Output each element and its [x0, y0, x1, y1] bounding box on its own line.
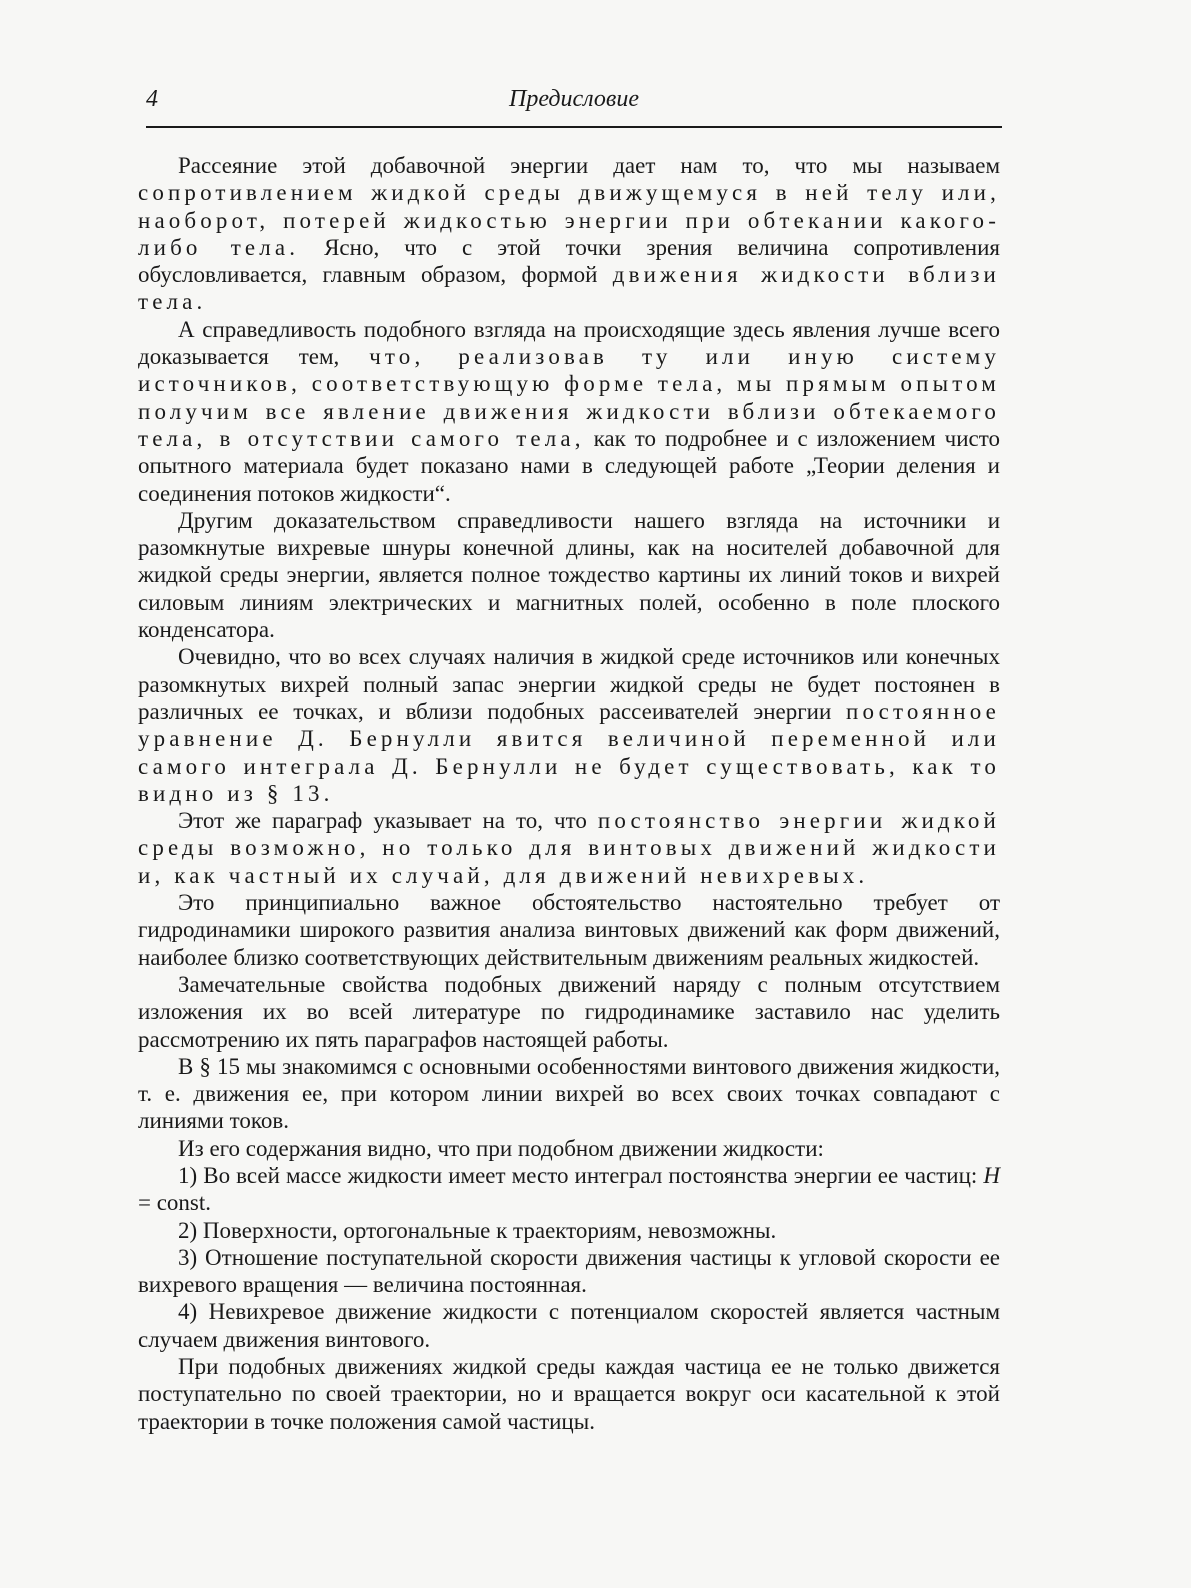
spaced-emphasis-text: что, реализовав ту или иную систему источников, соответствующую форме тела, мы прямым опытом получим все явление движения жидкости вблизи обтекаемого тела, в отсутствии самого тела, — [138, 344, 1000, 451]
paragraph — [138, 1298, 1000, 1353]
paragraph-text: 2) Поверхности, ортогональные к траекториям, невозможны. — [178, 1217, 777, 1243]
paragraph — [138, 152, 1000, 316]
paragraph — [138, 889, 1000, 971]
body-text — [138, 152, 1000, 1435]
spaced-emphasis-text: постоянное уравнение Д. Бернулли явится величиной переменной или самого интеграла Д. Бернулли не будет существовать, как то видно из § 13. — [138, 698, 1000, 806]
paragraph — [138, 507, 1000, 643]
paragraph-text: как то подробнее и с изложением чисто опытного материала будет показано нами в следующей работе „Теории деления и соединения потоков жидкости“. — [138, 425, 1000, 506]
paragraph — [138, 316, 1000, 507]
paragraph-text: Из его содержания видно, что при подобном движении жидкости: — [178, 1135, 824, 1161]
paragraph-text: Замечательные свойства подобных движений наряду с полным отсутствием изложения их во всей литературе по гидродинамике заставило нас уделить рассмотрению их пять параграфов настоящей работы. — [138, 971, 1000, 1052]
italic-symbol: H — [983, 1162, 1000, 1188]
running-head-title: Предисловие — [508, 86, 639, 112]
paragraph — [138, 1244, 1000, 1299]
paragraph-text: = const. — [138, 1190, 212, 1216]
page-number: 4 — [146, 86, 158, 112]
paragraph-text: Рассеяние этой добавочной энергии дает нам то, что мы называем — [178, 153, 1000, 178]
spaced-emphasis-text: постоянство энергии жидкой среды возможно, но только для винтовых движений жидкости и, как частный их случай, для движений невихревых. — [138, 808, 1000, 888]
paragraph — [138, 971, 1000, 1053]
paragraph — [138, 1217, 1000, 1244]
paragraph-text: Другим доказательством справедливости нашего взгляда на источники и разомкнутые вихревые шнуры конечной длины, как на носителей добавочной для жидкой среды энергии, является полное тождество картины их линий токов и вихрей силовым линиям электрических и магнитных полей, особенно в поле плоского конденсатора. — [138, 507, 1000, 643]
spaced-emphasis-text: сопротивлением жидкой среды движущемуся в ней телу или, наоборот, потерей жидкостью энергии при обтекании какого-либо тела. — [138, 180, 1000, 260]
paragraph — [138, 643, 1000, 807]
paragraph — [138, 1053, 1000, 1135]
header-rule — [146, 126, 1002, 128]
paragraph-text: Очевидно, что во всех случаях наличия в жидкой среде источников или конечных разомкнутых вихрей полный запас энергии жидкой среды не будет постоянен в различных ее точках, и вблизи подобных рассеивателей энергии — [138, 644, 1000, 724]
paragraph-text: В § 15 мы знакомимся с основными особенностями винтового движения жидкости, т. е. движения ее, при котором линии вихрей во всех своих точках совпадают с линиями токов. — [138, 1053, 1000, 1134]
paragraph-text: 1) Во всей массе жидкости имеет место интеграл постоянства энергии ее частиц: — [178, 1162, 984, 1188]
paragraph-text: 3) Отношение поступательной скорости движения частицы к угловой скорости ее вихревого вращения — величина постоянная. — [138, 1244, 1000, 1298]
paragraph — [138, 1135, 1000, 1162]
paragraph-text: Это принципиально важное обстоятельство настоятельно требует от гидродинамики широкого развития анализа винтовых движений как форм движений, наиболее близко соответствующих действительным движениям реальных жидкостей. — [138, 890, 1000, 970]
paragraph — [138, 807, 1000, 889]
paragraph — [138, 1162, 1000, 1217]
spaced-emphasis-text: движения жидкости вблизи тела. — [138, 262, 1000, 315]
paragraph-text: 4) Невихревое движение жидкости с потенциалом скоростей является частным случаем движения винтового. — [138, 1299, 1000, 1352]
paragraph-text: Ясно, что с этой точки зрения величина сопротивления обусловливается, главным образом, формой — [138, 234, 1000, 288]
paragraph-text: А справедливость подобного взгляда на происходящие здесь явления лучше всего доказывается тем, — [138, 316, 1000, 370]
paragraph — [138, 1353, 1000, 1435]
paragraph-text: При подобных движениях жидкой среды каждая частица ее не только движется поступательно по своей траектории, но и вращается вокруг оси касательной к этой траектории в точке положения самой частицы. — [138, 1354, 1000, 1434]
paragraph-text: Этот же параграф указывает на то, что — [178, 808, 598, 834]
running-head — [146, 86, 1002, 120]
